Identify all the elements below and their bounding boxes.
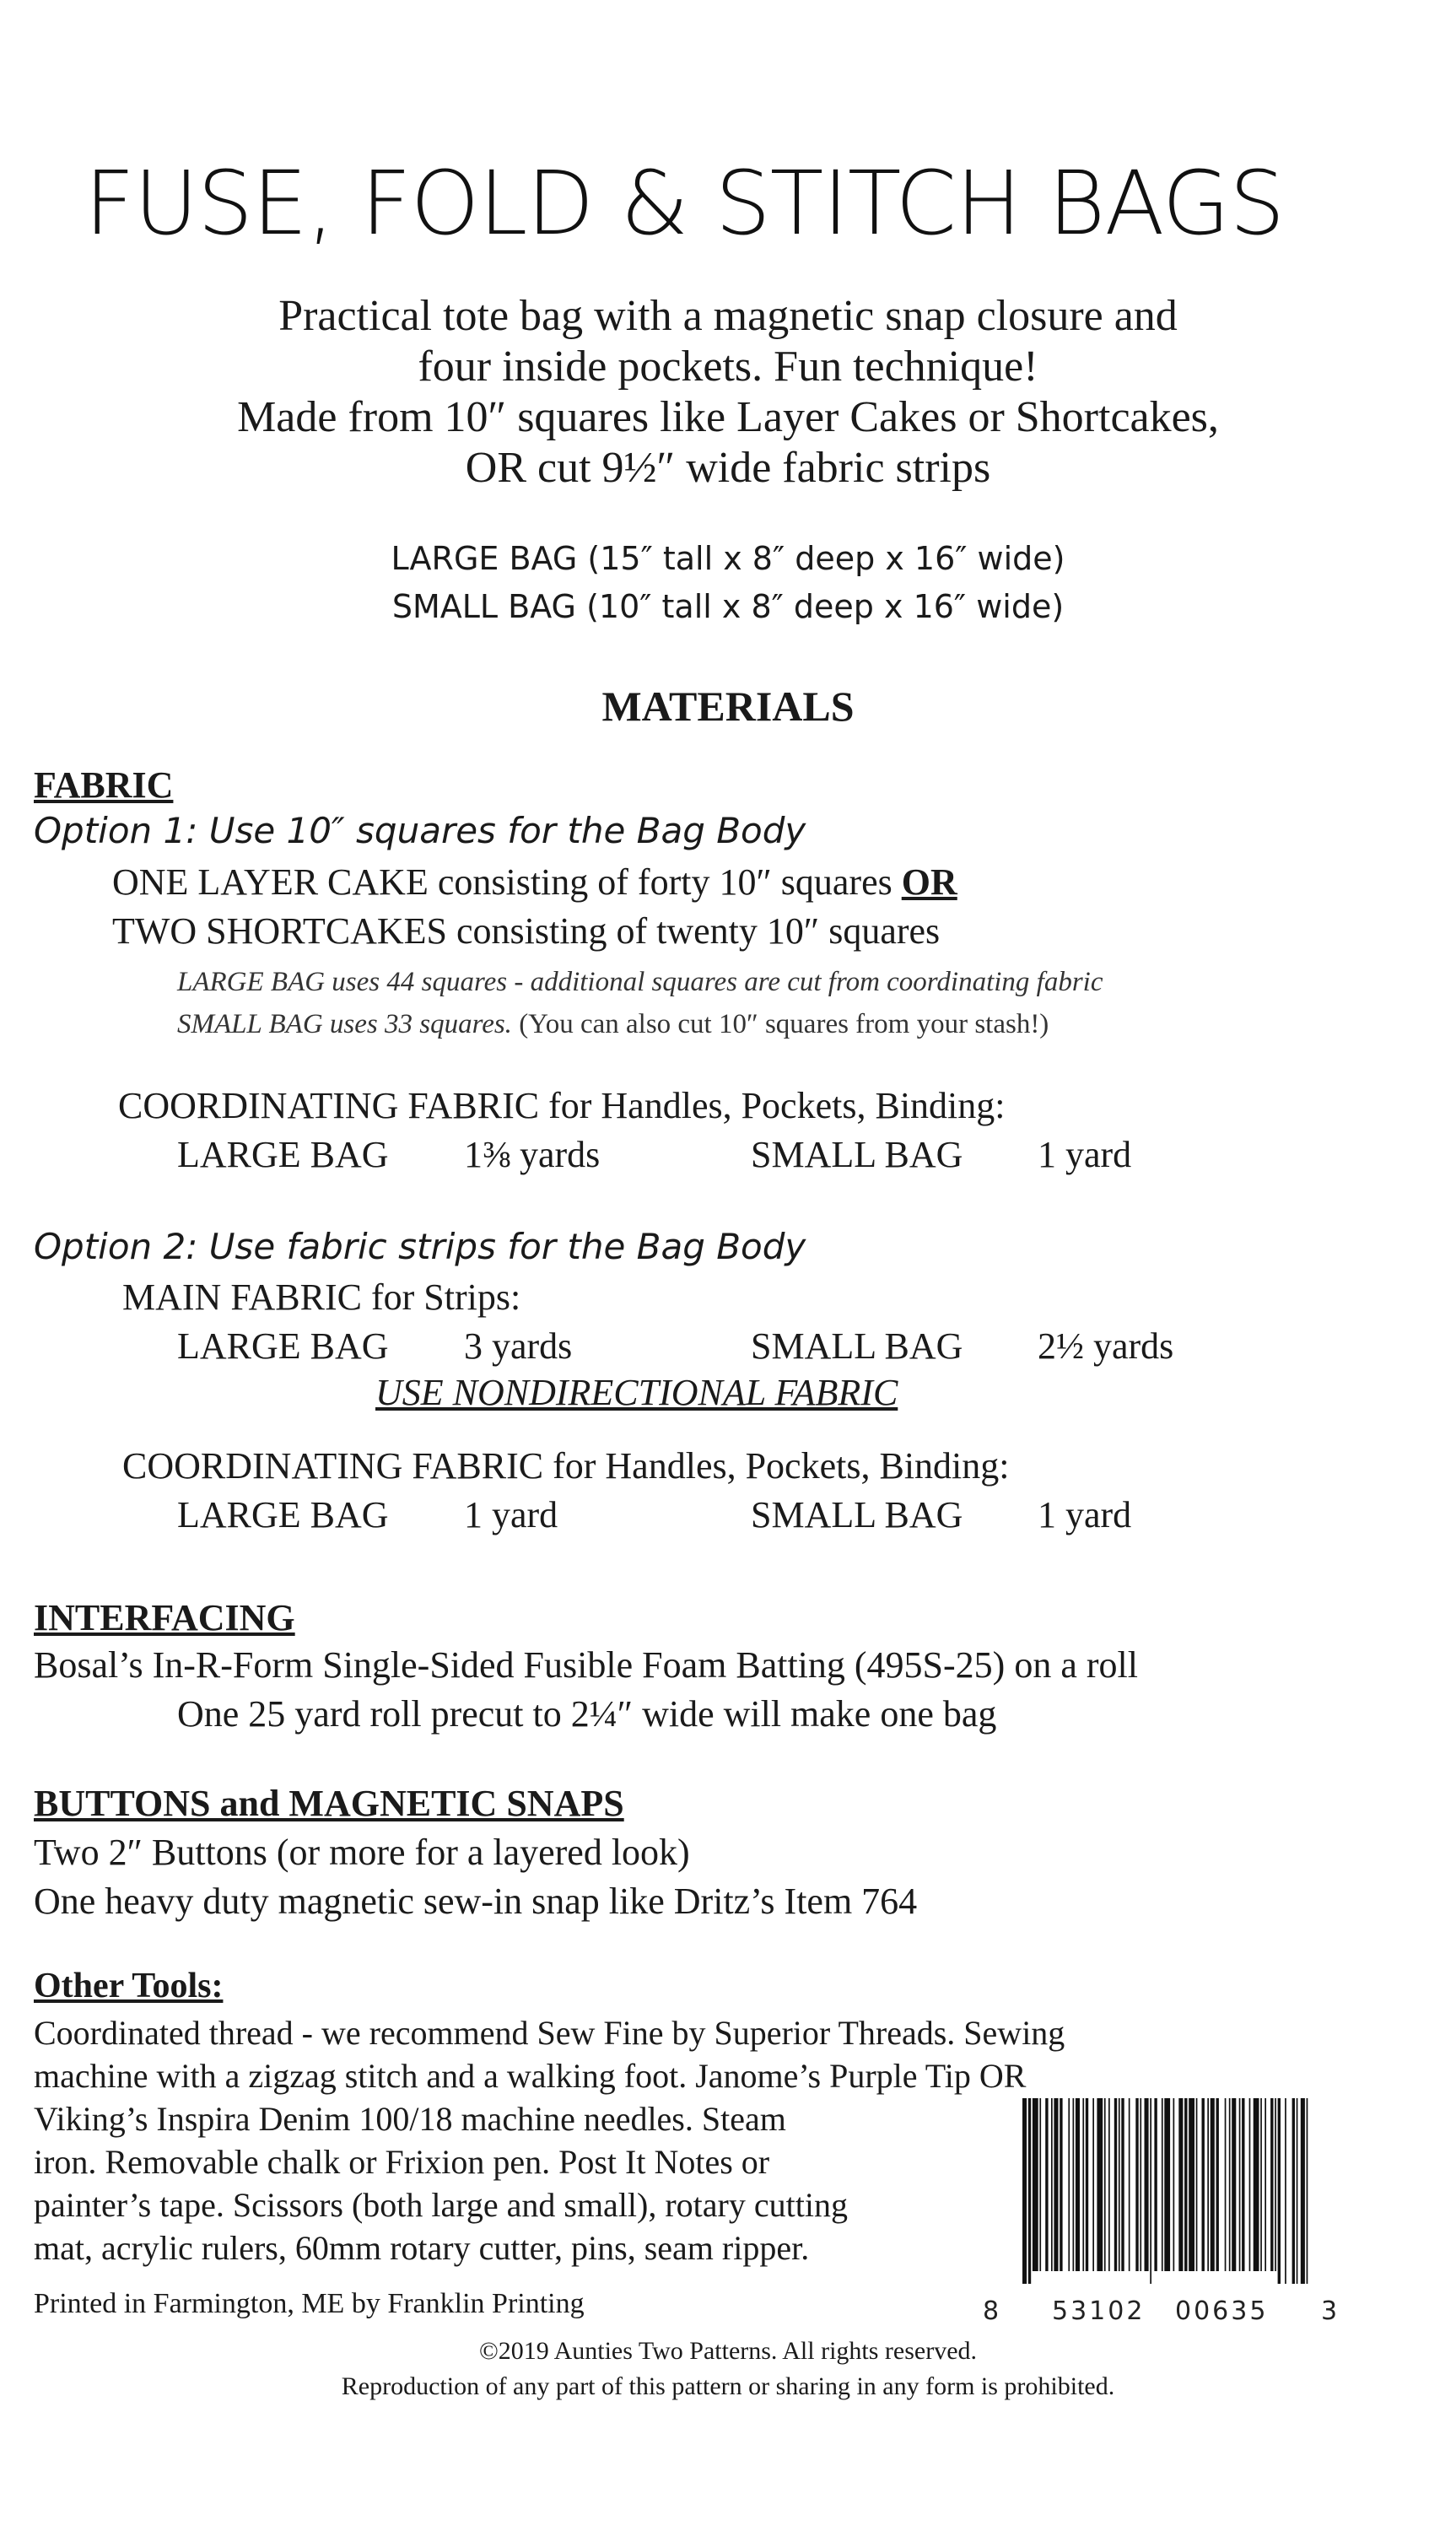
fabric-heading: FABRIC: [34, 764, 174, 806]
note-stash: (You can also cut 10″ squares from your stash!): [519, 1009, 1049, 1039]
barcode-bar: [1189, 2098, 1194, 2271]
tools-line: Coordinated thread - we recommend Sew Fine by Superior Threads. Sewing: [34, 2014, 1065, 2052]
barcode-bar: [1229, 2098, 1231, 2271]
barcode-bar: [1145, 2098, 1149, 2271]
barcode-bar: [1045, 2098, 1048, 2271]
barcode-bar: [1060, 2098, 1062, 2271]
option1-large-amount: 1⅜ yards: [464, 1134, 601, 1175]
barcode-bar: [1082, 2098, 1084, 2271]
barcode-bar: [1202, 2098, 1205, 2271]
barcode-bar: [1108, 2098, 1110, 2271]
barcode-bar: [1254, 2098, 1259, 2271]
barcode-bar: [1162, 2098, 1163, 2271]
buttons-line-1: Two 2″ Buttons (or more for a layered look): [34, 1832, 690, 1873]
option1-large-label: LARGE BAG: [177, 1134, 389, 1175]
barcode-bar: [1033, 2098, 1038, 2271]
interfacing-line-2: One 25 yard roll precut to 2¼″ wide will make one bag: [177, 1693, 997, 1735]
printed-by: Printed in Farmington, ME by Franklin Printing: [34, 2288, 585, 2319]
barcode-bar: [1140, 2098, 1141, 2271]
interfacing-line-1: Bosal’s In-R-Form Single-Sided Fusible Foam Batting (495S-25) on a roll: [34, 1644, 1138, 1686]
barcode-bar: [1211, 2098, 1215, 2271]
option1-note-large: LARGE BAG uses 44 squares - additional squares are cut from coordinating fabric: [177, 967, 1103, 997]
barcode-bar: [1216, 2098, 1219, 2271]
barcode-bar: [1196, 2098, 1198, 2271]
barcode-bar: [1207, 2098, 1209, 2271]
large-bag-size: LARGE BAG (15″ tall x 8″ deep x 16″ wide): [391, 540, 1065, 577]
barcode-bar: [1307, 2098, 1308, 2284]
buttons-line-2: One heavy duty magnetic sew-in snap like Dritz’s Item 764: [34, 1881, 918, 1922]
barcode-bar: [1068, 2098, 1070, 2271]
barcode-bar: [1097, 2098, 1103, 2271]
barcode-bar: [1022, 2098, 1027, 2284]
barcode-bar: [1184, 2098, 1187, 2271]
option2-small-label: SMALL BAG: [751, 1325, 963, 1367]
intro-line-1: Practical tote bag with a magnetic snap closure and: [278, 292, 1178, 340]
small-bag-size: SMALL BAG (10″ tall x 8″ deep x 16″ wide): [391, 588, 1065, 625]
page-title: FUSE, FOLD & STITCH BAGS: [84, 152, 1285, 255]
tools-line: Viking’s Inspira Denim 100/18 machine needles. Steam: [34, 2100, 786, 2138]
option2-coord-large-label: LARGE BAG: [177, 1494, 389, 1535]
barcode-image: [1021, 2098, 1312, 2284]
copyright: ©2019 Aunties Two Patterns. All rights reserved.: [478, 2337, 978, 2365]
nondirectional-note: USE NONDIRECTIONAL FABRIC: [375, 1372, 898, 1413]
barcode-bar: [1242, 2098, 1244, 2271]
barcode-bar: [1119, 2098, 1120, 2271]
barcode-bar: [1054, 2098, 1058, 2271]
barcode-bar: [1275, 2098, 1276, 2271]
barcode-bar: [1301, 2098, 1305, 2284]
tools-line: machine with a zigzag stitch and a walking foot. Janome’s Purple Tip OR: [34, 2057, 1027, 2095]
option2-small-amount: 2½ yards: [1038, 1325, 1174, 1367]
barcode-bar: [1297, 2098, 1298, 2284]
barcode-bar: [1292, 2098, 1295, 2284]
barcode-bar: [1086, 2098, 1088, 2271]
barcode-bar: [1104, 2098, 1106, 2271]
barcode-bar: [1260, 2098, 1262, 2271]
barcode-bar: [1073, 2098, 1075, 2271]
materials-heading: MATERIALS: [601, 683, 855, 730]
option1-small-label: SMALL BAG: [751, 1134, 963, 1175]
tools-line: iron. Removable chalk or Frixion pen. Post It Notes or: [34, 2143, 770, 2181]
barcode-bar: [1135, 2098, 1138, 2271]
intro-line-2: four inside pockets. Fun technique!: [418, 343, 1038, 391]
barcode-bar: [1154, 2098, 1157, 2271]
barcode-bar: [1092, 2098, 1094, 2271]
barcode-bar: [1129, 2098, 1130, 2271]
option2-coordinating: COORDINATING FABRIC for Handles, Pockets, Binding:: [122, 1445, 1010, 1487]
option2-coord-small-label: SMALL BAG: [751, 1494, 963, 1535]
option2-title: Option 2: Use fabric strips for the Bag Body: [34, 1226, 806, 1267]
barcode-bar: [1178, 2098, 1183, 2271]
barcode-bar: [1164, 2098, 1170, 2271]
option1-note-small: [177, 1009, 1049, 1040]
barcode-bar: [1285, 2098, 1286, 2284]
option2-large-label: LARGE BAG: [177, 1325, 389, 1367]
option1-layer-cake: [112, 861, 957, 904]
barcode-bar: [1225, 2098, 1227, 2271]
option1-small-amount: 1 yard: [1038, 1134, 1132, 1175]
barcode-bar: [1249, 2098, 1251, 2271]
option2-main-fabric: MAIN FABRIC for Strips:: [122, 1276, 521, 1318]
tools-list: [34, 2011, 1065, 2269]
option2-coord-large-amount: 1 yard: [464, 1494, 558, 1535]
barcode-bar: [1239, 2098, 1241, 2271]
intro-line-4: OR cut 9½″ wide fabric strips: [465, 444, 991, 492]
barcode-bar: [1051, 2098, 1053, 2271]
buttons-heading: BUTTONS and MAGNETIC SNAPS: [34, 1783, 624, 1824]
note-small-count: SMALL BAG uses 33 squares.: [177, 1009, 512, 1039]
barcode-digit-right: 3: [1321, 2296, 1338, 2326]
interfacing-heading: INTERFACING: [34, 1597, 295, 1638]
barcode-bar: [1121, 2098, 1124, 2271]
or-text: OR: [901, 861, 957, 903]
barcode-bar: [1114, 2098, 1117, 2271]
intro-line-3: Made from 10″ squares like Layer Cakes or Shortcakes,: [237, 393, 1219, 441]
barcode-bar: [1028, 2098, 1031, 2284]
barcode-group-2: 00635: [1175, 2296, 1269, 2326]
layer-cake-text: ONE LAYER CAKE consisting of forty 10″ squares: [112, 861, 892, 903]
barcode-group-1: 53102: [1052, 2296, 1146, 2326]
tools-heading: Other Tools:: [34, 1967, 224, 2005]
barcode-digit-left: 8: [983, 2296, 1000, 2326]
option2-large-amount: 3 yards: [464, 1325, 573, 1367]
barcode-bar: [1270, 2098, 1273, 2271]
option1-coordinating: COORDINATING FABRIC for Handles, Pockets, Binding:: [118, 1085, 1006, 1126]
barcode-bar: [1232, 2098, 1236, 2271]
barcode-bar: [1076, 2098, 1080, 2271]
tools-line: painter’s tape. Scissors (both large and small), rotary cutting: [34, 2186, 848, 2224]
option1-title: Option 1: Use 10″ squares for the Bag Body: [34, 810, 806, 851]
option2-coord-small-amount: 1 yard: [1038, 1494, 1132, 1535]
barcode-bar: [1150, 2098, 1151, 2284]
reproduction-notice: Reproduction of any part of this pattern or sharing in any form is prohibited.: [341, 2372, 1115, 2400]
barcode-bar: [1039, 2098, 1041, 2271]
tools-line: mat, acrylic rulers, 60mm rotary cutter, pins, seam ripper.: [34, 2229, 810, 2267]
barcode-bar: [1173, 2098, 1175, 2271]
barcode-bar: [1265, 2098, 1266, 2271]
option1-shortcakes: TWO SHORTCAKES consisting of twenty 10″ squares: [112, 910, 941, 952]
barcode-bar: [1278, 2098, 1281, 2284]
